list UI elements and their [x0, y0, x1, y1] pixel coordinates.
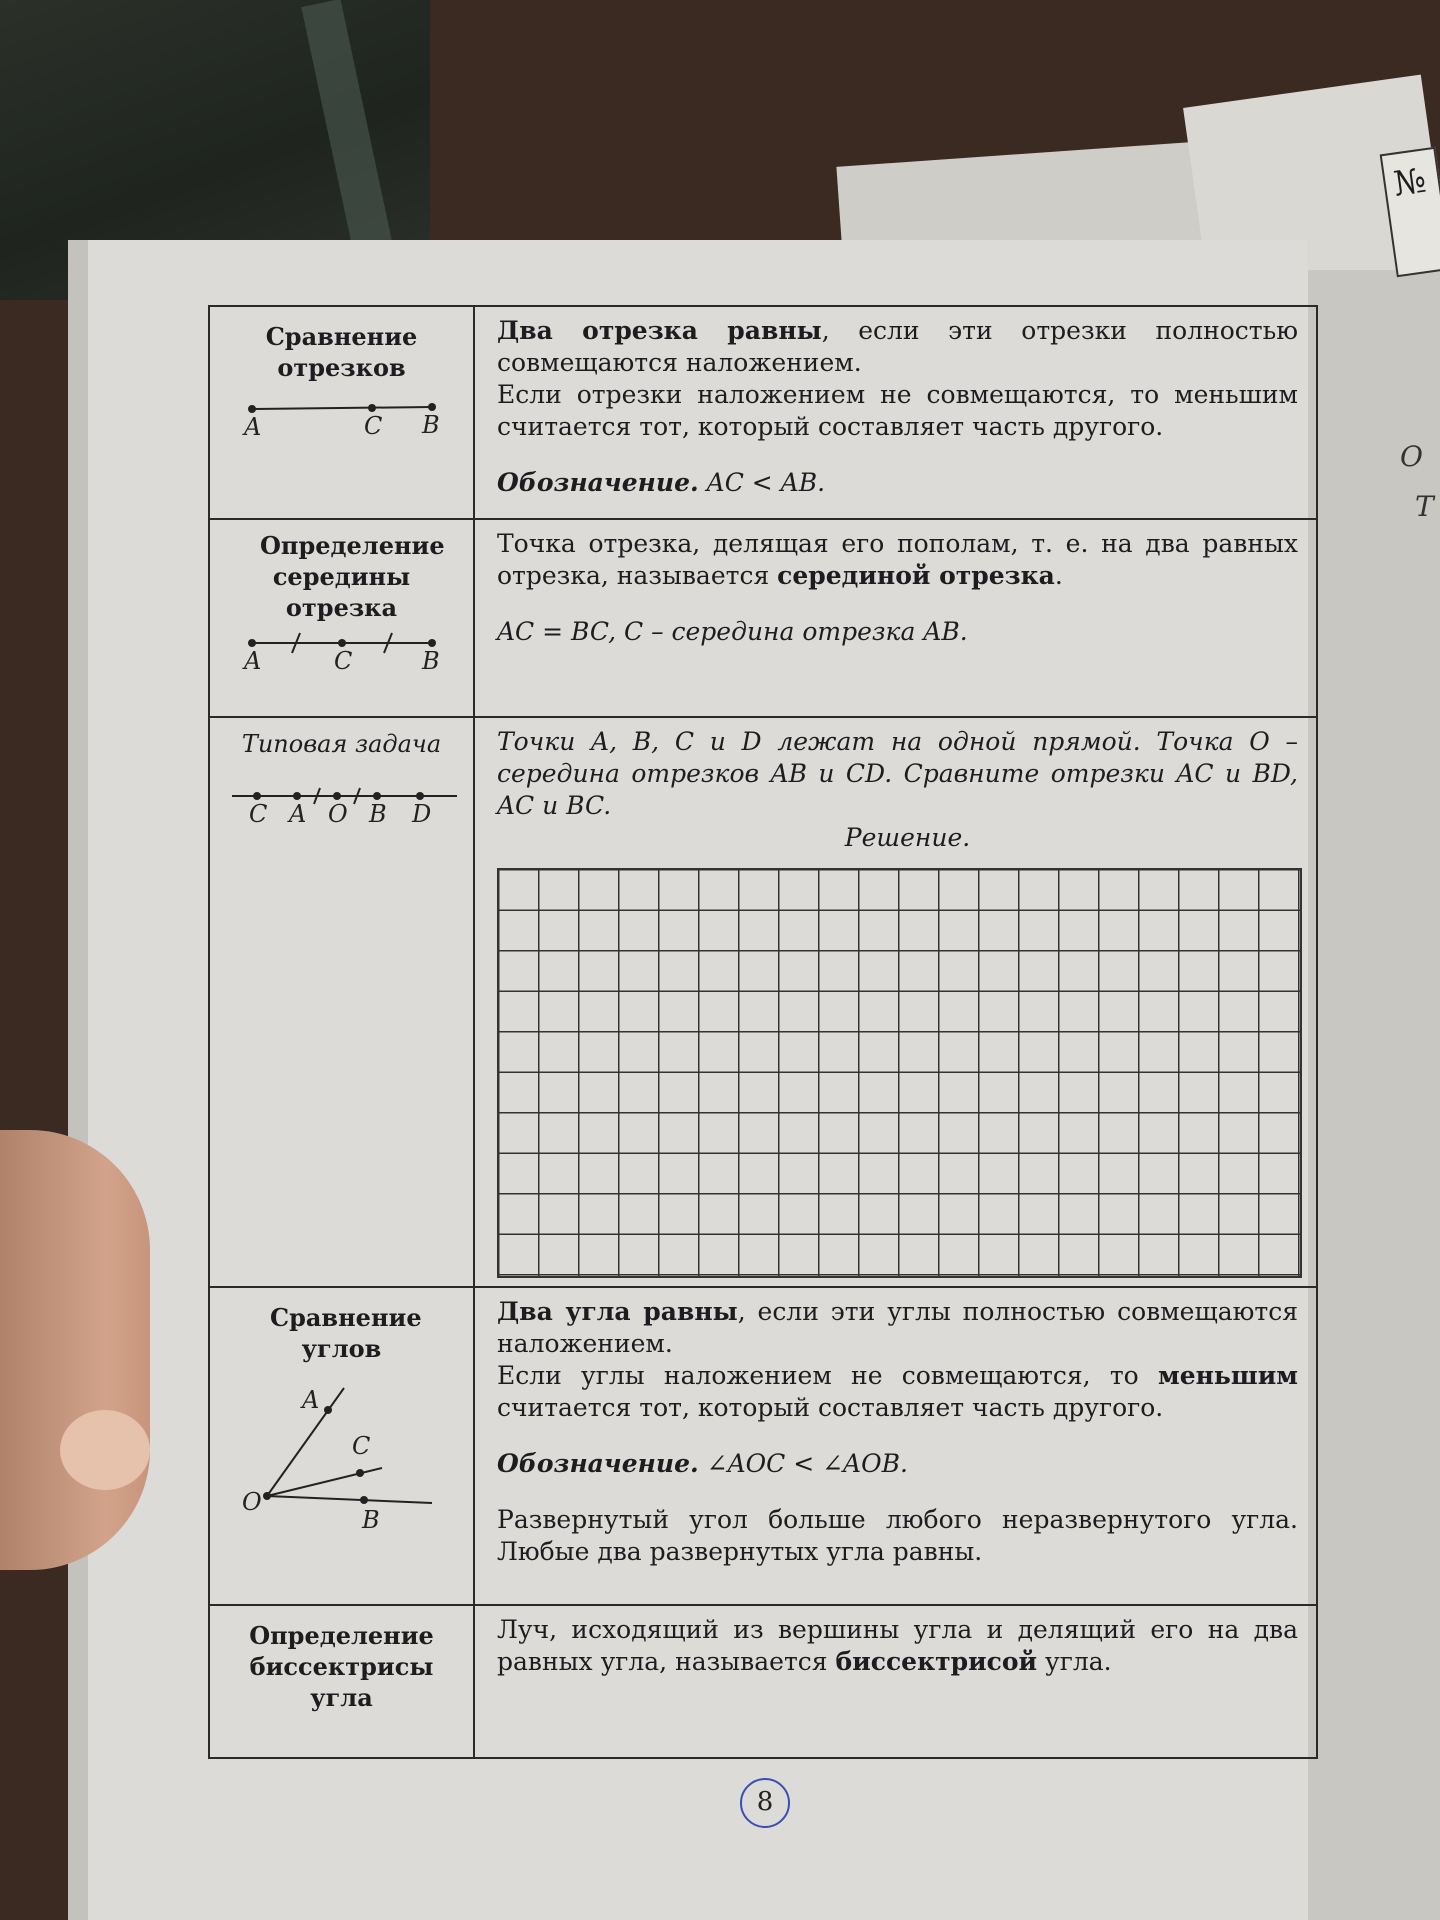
definition-text: Развернутый угол больше любого неразвернутого угла. Любые два развернутых угла равны. — [497, 1505, 1298, 1566]
point-label: C — [363, 412, 382, 440]
thumb — [0, 1130, 150, 1570]
row-topic-cell — [210, 1288, 475, 1604]
row-topic-cell — [210, 1606, 475, 1757]
thumbnail — [60, 1410, 150, 1490]
point-label: O — [241, 1488, 262, 1516]
row-topic-cell — [210, 520, 475, 716]
notation-label: Обозначение. — [497, 468, 699, 497]
point-label: D — [411, 800, 431, 828]
point-label: C — [248, 800, 267, 828]
row-topic-cell — [210, 718, 475, 1286]
table-row-angle-bisector — [208, 1604, 1318, 1759]
definition-text: Если углы наложением не совмещаются, то — [497, 1361, 1158, 1390]
row-content-cell — [475, 718, 1316, 1286]
point-label: C — [351, 1432, 370, 1460]
row-content-cell: Точка отрезка, делящая его пополам, т. е. на два равных отрезка, называется серединой отрезка. AC = BC, C – середина отрезка AB. — [497, 529, 1298, 646]
definition-text: Если отрезки наложением не совмещаются, то меньшим считается тот, который составляет часть другого. — [497, 380, 1298, 441]
table-row-angle-comparison — [208, 1286, 1318, 1606]
definition-term: серединой отрезка — [777, 561, 1055, 590]
point-label: O — [327, 800, 348, 828]
point-label: A — [288, 800, 306, 828]
segment-comparison-figure — [222, 389, 462, 459]
angle-comparison-figure — [222, 1368, 462, 1538]
notation-value: ∠AOC < ∠AOB. — [706, 1449, 908, 1478]
row-content-cell — [475, 307, 1316, 518]
task-text: Точки A, B, C и D лежат на одной прямой. Точка O – середина отрезков AB и CD. Сравните отрезки AC и BD, AC и BC. — [497, 727, 1298, 820]
point-label: B — [361, 1506, 380, 1534]
midpoint-figure — [222, 623, 462, 683]
definition-term: меньшим — [1157, 1361, 1298, 1390]
definition-text: , если эти углы полностью совмещаются наложением. — [497, 1297, 1298, 1358]
point-label: A — [243, 413, 261, 441]
definition-text: , если эти отрезки полностью совмещаются наложением. — [497, 316, 1298, 377]
definition-term: Два угла равны — [497, 1297, 738, 1326]
formula: AC = BC, C – середина отрезка AB. — [497, 617, 968, 646]
definition-term: биссектрисой — [835, 1647, 1038, 1676]
point-label: C — [333, 647, 352, 675]
definition-term: Два отрезка равны — [497, 316, 822, 345]
point-label: B — [421, 647, 440, 675]
task-figure — [222, 776, 462, 836]
solution-grid[interactable] — [497, 868, 1302, 1278]
row-topic-title: Сравнение углов — [270, 1303, 422, 1363]
table-row-segment-comparison — [208, 305, 1318, 520]
notation-label: Обозначение. — [497, 1449, 699, 1478]
table-row-typical-task — [208, 716, 1318, 1288]
definition-text: Луч, исходящий из вершины угла и делящий его на два равных угла, называется — [497, 1615, 1298, 1676]
page-number: 8 — [740, 1778, 790, 1828]
row-topic-title: Сравнение отрезков — [265, 322, 418, 382]
point-label: A — [243, 647, 261, 675]
notation-value: AC < AB. — [706, 468, 826, 497]
row-topic-title: Определение середины отрезка — [260, 531, 445, 622]
next-page-letter: T — [1415, 490, 1434, 523]
table-row-segment-midpoint — [208, 518, 1318, 718]
row-topic-title: Типовая задача — [241, 730, 442, 758]
row-content-cell: Луч, исходящий из вершины угла и делящий его на два равных угла, называется биссектрисой угла. — [497, 1615, 1298, 1676]
next-page-letter: O — [1400, 440, 1423, 473]
row-topic-cell — [210, 307, 475, 518]
point-label: B — [368, 800, 387, 828]
point-label: A — [301, 1386, 319, 1414]
definition-text: Точка отрезка, делящая его пополам, т. е. на два равных отрезка, называется — [497, 529, 1298, 590]
solution-label: Решение. — [844, 823, 971, 852]
point-label: B — [421, 411, 440, 439]
row-topic-title: Определение биссектрисы угла — [249, 1621, 434, 1712]
row-content-cell: Два угла равны, если эти углы полностью совмещаются наложением. Если углы наложением не совмещаются, то меньшим считается тот, который составляет часть другого. Обозначение. ∠AOC < ∠AOB. Развернутый угол больше любого неразвернутого угла. Любые два развернутых угла равны. — [497, 1297, 1298, 1566]
next-page-table-header: № — [1380, 147, 1440, 278]
